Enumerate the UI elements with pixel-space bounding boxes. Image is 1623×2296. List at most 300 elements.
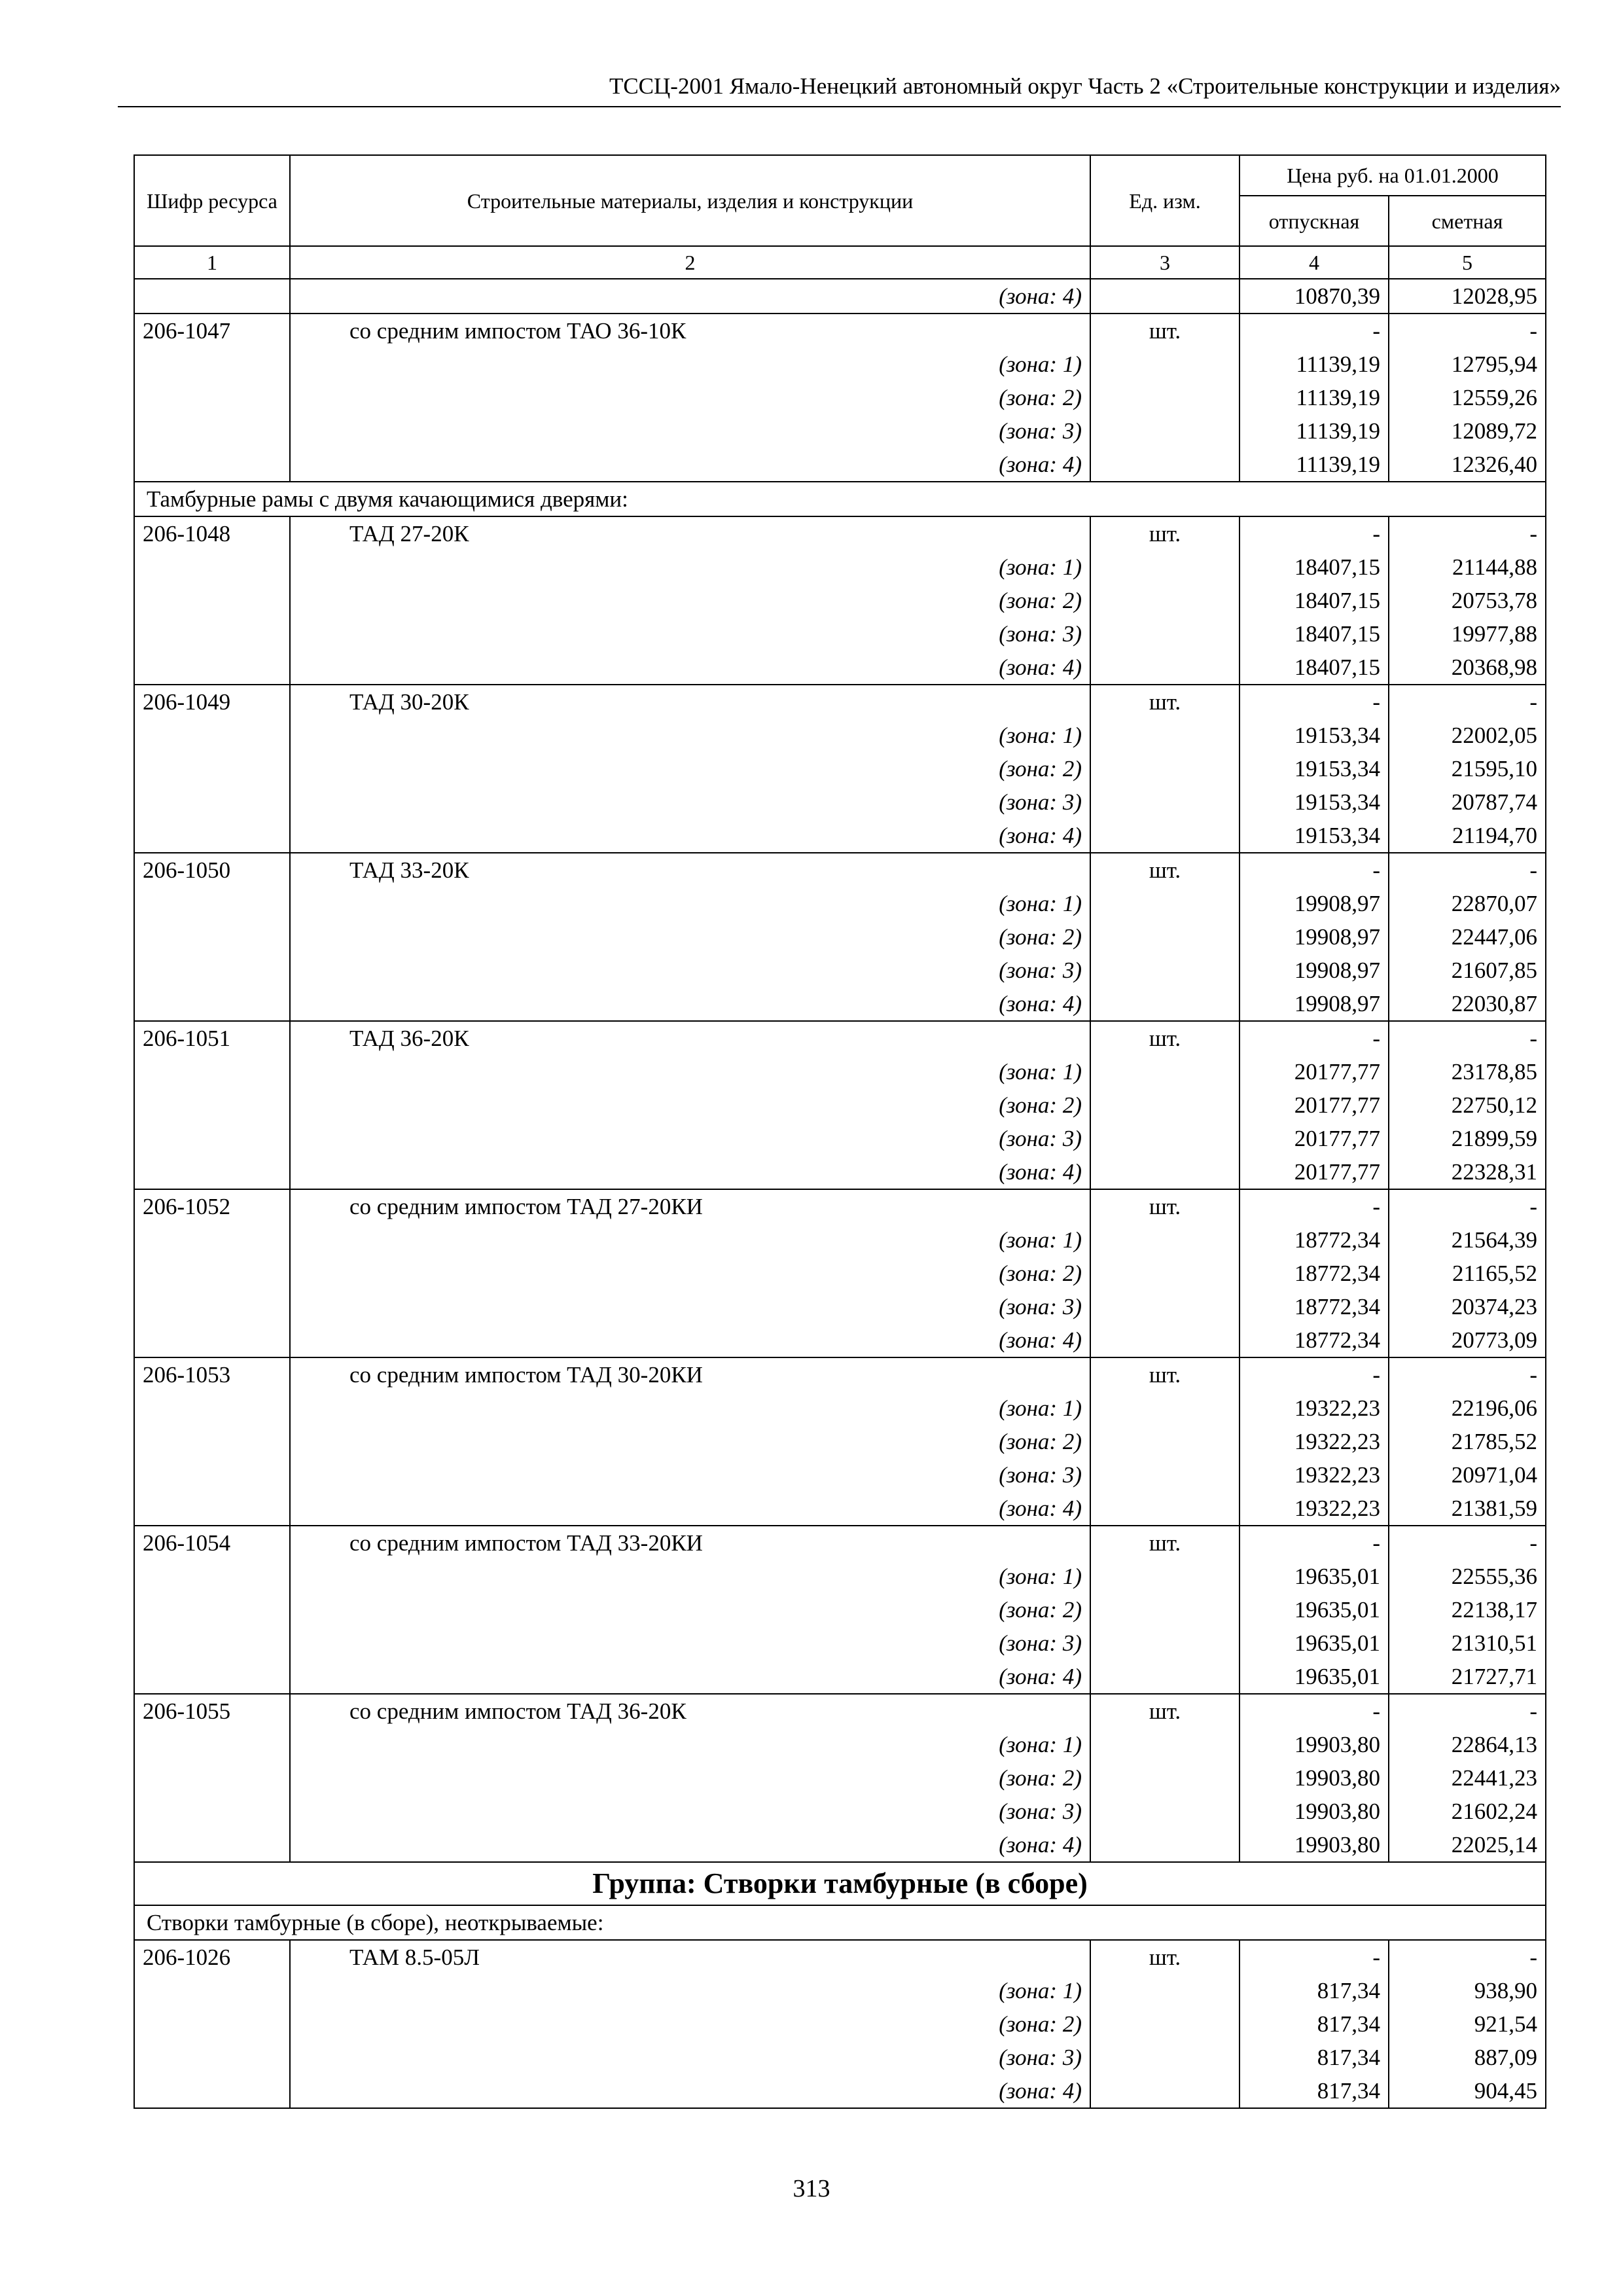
table-row: [134, 1694, 1546, 1728]
estimate-price: -: [1389, 1357, 1546, 1391]
table-row: [134, 1189, 1546, 1223]
release-price: 19322,23: [1240, 1391, 1389, 1425]
release-price: 18407,15: [1240, 617, 1389, 651]
resource-code: 206-1047: [134, 314, 290, 348]
release-price: 19635,01: [1240, 1560, 1389, 1593]
estimate-price: -: [1389, 1189, 1546, 1223]
zone-row: [134, 584, 1546, 617]
estimate-price: 22196,06: [1389, 1391, 1546, 1425]
release-price: 817,34: [1240, 1974, 1389, 2007]
empty-unit-cell: [1090, 1223, 1240, 1257]
zone-row: [134, 381, 1546, 414]
empty-unit-cell: [1090, 1974, 1240, 2007]
empty-code-cell: [134, 1593, 290, 1626]
estimate-price: 12326,40: [1389, 448, 1546, 482]
estimate-price: -: [1389, 1021, 1546, 1055]
empty-code-cell: [134, 785, 290, 819]
empty-unit-cell: [1090, 617, 1240, 651]
empty-unit-cell: [1090, 785, 1240, 819]
unit-cell: шт.: [1090, 1526, 1240, 1560]
release-price: 19635,01: [1240, 1626, 1389, 1660]
zone-label: (зона: 4): [290, 987, 1090, 1021]
release-price: -: [1240, 1940, 1389, 1974]
zone-row: [134, 719, 1546, 752]
empty-code-cell: [134, 584, 290, 617]
estimate-price: 20773,09: [1389, 1323, 1546, 1357]
zone-label: (зона: 1): [290, 348, 1090, 381]
zone-row: [134, 1560, 1546, 1593]
empty-code-cell: [134, 2041, 290, 2074]
empty-unit-cell: [1090, 2074, 1240, 2108]
resource-code: 206-1055: [134, 1694, 290, 1728]
zone-row: [134, 2041, 1546, 2074]
estimate-price: 21310,51: [1389, 1626, 1546, 1660]
zone-row: [134, 1761, 1546, 1795]
zone-label: (зона: 3): [290, 1458, 1090, 1492]
zone-row: [134, 785, 1546, 819]
zone-label: (зона: 1): [290, 1974, 1090, 2007]
empty-code-cell: [134, 1155, 290, 1189]
zone-row: [134, 1728, 1546, 1761]
empty-unit-cell: [1090, 1290, 1240, 1323]
zone-row: [134, 987, 1546, 1021]
estimate-price: 21899,59: [1389, 1122, 1546, 1155]
zone-row: [134, 1323, 1546, 1357]
release-price: 11139,19: [1240, 448, 1389, 482]
release-price: 817,34: [1240, 2007, 1389, 2041]
release-price: 19153,34: [1240, 752, 1389, 785]
header-code: Шифр ресурса: [134, 155, 290, 246]
resource-name: ТАД 36-20К: [290, 1021, 1090, 1055]
zone-row: [134, 1660, 1546, 1694]
empty-code-cell: [134, 1728, 290, 1761]
empty-unit-cell: [1090, 2041, 1240, 2074]
zone-row: [134, 1458, 1546, 1492]
release-price: -: [1240, 1526, 1389, 1560]
release-price: 18772,34: [1240, 1323, 1389, 1357]
empty-unit-cell: [1090, 1728, 1240, 1761]
zone-row: [134, 1492, 1546, 1526]
zone-label: (зона: 3): [290, 954, 1090, 987]
estimate-price: 22025,14: [1389, 1828, 1546, 1862]
unit-cell: шт.: [1090, 853, 1240, 887]
zone-row: [134, 414, 1546, 448]
header-unit: Ед. изм.: [1090, 155, 1240, 246]
empty-unit-cell: [1090, 584, 1240, 617]
empty-code-cell: [134, 987, 290, 1021]
estimate-price: 21607,85: [1389, 954, 1546, 987]
empty-code-cell: [134, 1974, 290, 2007]
release-price: 19908,97: [1240, 987, 1389, 1021]
zone-label: (зона: 4): [290, 1492, 1090, 1526]
empty-code-cell: [134, 1560, 290, 1593]
estimate-price: 21602,24: [1389, 1795, 1546, 1828]
empty-unit-cell: [1090, 1122, 1240, 1155]
table-row: [134, 1021, 1546, 1055]
estimate-price: 21144,88: [1389, 550, 1546, 584]
release-price: -: [1240, 1694, 1389, 1728]
release-price: 11139,19: [1240, 381, 1389, 414]
zone-row: [134, 1828, 1546, 1862]
zone-label: (зона: 2): [290, 1761, 1090, 1795]
empty-unit-cell: [1090, 279, 1240, 314]
header-estimate: сметная: [1389, 196, 1546, 246]
running-header: ТССЦ-2001 Ямало-Ненецкий автономный округ Часть 2 «Строительные конструкции и изделия»: [609, 73, 1561, 99]
estimate-price: 19977,88: [1389, 617, 1546, 651]
empty-code-cell: [134, 1492, 290, 1526]
zone-label: (зона: 4): [290, 819, 1090, 853]
empty-code-cell: [134, 819, 290, 853]
release-price: 20177,77: [1240, 1155, 1389, 1189]
empty-unit-cell: [1090, 414, 1240, 448]
zone-row: [134, 887, 1546, 920]
release-price: -: [1240, 1021, 1389, 1055]
zone-label: (зона: 4): [290, 1660, 1090, 1694]
empty-unit-cell: [1090, 1088, 1240, 1122]
empty-unit-cell: [1090, 920, 1240, 954]
empty-code-cell: [134, 651, 290, 685]
estimate-price: 22555,36: [1389, 1560, 1546, 1593]
zone-label: (зона: 1): [290, 1223, 1090, 1257]
zone-row: [134, 1257, 1546, 1290]
estimate-price: 22328,31: [1389, 1155, 1546, 1189]
resource-name: со средним импостом ТАД 36-20К: [290, 1694, 1090, 1728]
empty-unit-cell: [1090, 348, 1240, 381]
release-price: 11139,19: [1240, 348, 1389, 381]
zone-row: [134, 1626, 1546, 1660]
table-row: [134, 516, 1546, 550]
estimate-price: 22870,07: [1389, 887, 1546, 920]
zone-row: [134, 819, 1546, 853]
release-price: 18407,15: [1240, 550, 1389, 584]
estimate-price: -: [1389, 685, 1546, 719]
zone-label: (зона: 3): [290, 1290, 1090, 1323]
zone-label: (зона: 3): [290, 785, 1090, 819]
empty-code-cell: [134, 2007, 290, 2041]
zone-row: [134, 550, 1546, 584]
empty-code-cell: [134, 719, 290, 752]
zone-row: [134, 448, 1546, 482]
zone-row: [134, 920, 1546, 954]
release-price: 18772,34: [1240, 1257, 1389, 1290]
release-price: 19908,97: [1240, 887, 1389, 920]
zone-label: (зона: 2): [290, 752, 1090, 785]
release-price: 19903,80: [1240, 1761, 1389, 1795]
estimate-price: 12795,94: [1389, 348, 1546, 381]
empty-unit-cell: [1090, 651, 1240, 685]
empty-unit-cell: [1090, 1055, 1240, 1088]
zone-row: [134, 1055, 1546, 1088]
empty-unit-cell: [1090, 1593, 1240, 1626]
resource-name: ТАМ 8.5-05Л: [290, 1940, 1090, 1974]
zone-label: (зона: 2): [290, 381, 1090, 414]
col-number-2: 2: [290, 246, 1090, 279]
empty-code-cell: [134, 1391, 290, 1425]
resource-code: 206-1054: [134, 1526, 290, 1560]
estimate-price: 12559,26: [1389, 381, 1546, 414]
zone-row: [134, 1974, 1546, 2007]
empty-code-cell: [134, 1290, 290, 1323]
section-heading: Тамбурные рамы с двумя качающимися дверями:: [134, 482, 1546, 516]
release-price: 10870,39: [1240, 279, 1389, 314]
resource-code: 206-1026: [134, 1940, 290, 1974]
estimate-price: 21194,70: [1389, 819, 1546, 853]
release-price: 19322,23: [1240, 1425, 1389, 1458]
empty-unit-cell: [1090, 954, 1240, 987]
estimate-price: 887,09: [1389, 2041, 1546, 2074]
section-heading: Створки тамбурные (в сборе), неоткрываемые:: [134, 1905, 1546, 1940]
zone-row: [134, 1425, 1546, 1458]
empty-unit-cell: [1090, 1492, 1240, 1526]
zone-row: [134, 279, 1546, 314]
estimate-price: 22864,13: [1389, 1728, 1546, 1761]
release-price: 19322,23: [1240, 1492, 1389, 1526]
release-price: 18772,34: [1240, 1290, 1389, 1323]
empty-unit-cell: [1090, 987, 1240, 1021]
resource-name: со средним импостом ТАД 33-20КИ: [290, 1526, 1090, 1560]
zone-label: (зона: 2): [290, 584, 1090, 617]
release-price: -: [1240, 853, 1389, 887]
empty-code-cell: [134, 920, 290, 954]
col-number-5: 5: [1389, 246, 1546, 279]
empty-unit-cell: [1090, 1828, 1240, 1862]
resource-name: ТАД 30-20К: [290, 685, 1090, 719]
estimate-price: 20753,78: [1389, 584, 1546, 617]
estimate-price: 21165,52: [1389, 1257, 1546, 1290]
estimate-price: 22030,87: [1389, 987, 1546, 1021]
page-number: 313: [793, 2175, 830, 2202]
zone-row: [134, 1290, 1546, 1323]
zone-label: (зона: 1): [290, 1055, 1090, 1088]
empty-unit-cell: [1090, 1660, 1240, 1694]
empty-unit-cell: [1090, 752, 1240, 785]
zone-row: [134, 1795, 1546, 1828]
estimate-price: 23178,85: [1389, 1055, 1546, 1088]
empty-code-cell: [134, 550, 290, 584]
zone-row: [134, 1155, 1546, 1189]
zone-label: (зона: 2): [290, 1425, 1090, 1458]
empty-code-cell: [134, 1223, 290, 1257]
zone-label: (зона: 4): [290, 651, 1090, 685]
zone-label: (зона: 1): [290, 887, 1090, 920]
section-row: [134, 1905, 1546, 1940]
empty-code-cell: [134, 1626, 290, 1660]
release-price: 20177,77: [1240, 1055, 1389, 1088]
release-price: 817,34: [1240, 2074, 1389, 2108]
empty-code-cell: [134, 1257, 290, 1290]
unit-cell: шт.: [1090, 516, 1240, 550]
release-price: -: [1240, 1189, 1389, 1223]
resource-name: со средним импостом ТАД 30-20КИ: [290, 1357, 1090, 1391]
zone-label: (зона: 1): [290, 719, 1090, 752]
empty-code-cell: [134, 1660, 290, 1694]
zone-row: [134, 2007, 1546, 2041]
empty-code-cell: [134, 887, 290, 920]
estimate-price: 21564,39: [1389, 1223, 1546, 1257]
col-number-1: 1: [134, 246, 290, 279]
zone-row: [134, 954, 1546, 987]
estimate-price: 21381,59: [1389, 1492, 1546, 1526]
table-row: [134, 1526, 1546, 1560]
zone-label: (зона: 2): [290, 1257, 1090, 1290]
empty-unit-cell: [1090, 1323, 1240, 1357]
empty-code-cell: [134, 752, 290, 785]
zone-row: [134, 1088, 1546, 1122]
empty-unit-cell: [1090, 1458, 1240, 1492]
estimate-price: -: [1389, 314, 1546, 348]
empty-unit-cell: [1090, 719, 1240, 752]
unit-cell: шт.: [1090, 1940, 1240, 1974]
estimate-price: 21785,52: [1389, 1425, 1546, 1458]
empty-code-cell: [134, 1795, 290, 1828]
estimate-price: 904,45: [1389, 2074, 1546, 2108]
release-price: -: [1240, 516, 1389, 550]
empty-unit-cell: [1090, 887, 1240, 920]
estimate-price: 21727,71: [1389, 1660, 1546, 1694]
resource-code: 206-1049: [134, 685, 290, 719]
header-release: отпускная: [1240, 196, 1389, 246]
table-body: [134, 279, 1546, 2108]
zone-label: (зона: 2): [290, 920, 1090, 954]
zone-label: (зона: 4): [290, 448, 1090, 482]
empty-code-cell: [134, 1828, 290, 1862]
release-price: 817,34: [1240, 2041, 1389, 2074]
resource-code: 206-1048: [134, 516, 290, 550]
release-price: -: [1240, 314, 1389, 348]
release-price: 19153,34: [1240, 819, 1389, 853]
empty-code-cell: [134, 2074, 290, 2108]
table-row: [134, 314, 1546, 348]
zone-label: (зона: 3): [290, 414, 1090, 448]
release-price: 20177,77: [1240, 1088, 1389, 1122]
release-price: 18772,34: [1240, 1223, 1389, 1257]
resource-name: со средним импостом ТАД 27-20КИ: [290, 1189, 1090, 1223]
zone-label: (зона: 3): [290, 1626, 1090, 1660]
zone-row: [134, 617, 1546, 651]
group-heading: Группа: Створки тамбурные (в сборе): [134, 1862, 1546, 1905]
empty-unit-cell: [1090, 1257, 1240, 1290]
release-price: 19903,80: [1240, 1828, 1389, 1862]
empty-code-cell: [134, 617, 290, 651]
zone-label: (зона: 2): [290, 1088, 1090, 1122]
zone-label: (зона: 2): [290, 2007, 1090, 2041]
release-price: 19903,80: [1240, 1728, 1389, 1761]
release-price: 18407,15: [1240, 584, 1389, 617]
estimate-price: -: [1389, 516, 1546, 550]
empty-unit-cell: [1090, 1761, 1240, 1795]
estimate-price: 938,90: [1389, 1974, 1546, 2007]
estimate-price: -: [1389, 1940, 1546, 1974]
table-row: [134, 853, 1546, 887]
release-price: -: [1240, 1357, 1389, 1391]
estimate-price: -: [1389, 1694, 1546, 1728]
unit-cell: шт.: [1090, 685, 1240, 719]
empty-code-cell: [134, 1088, 290, 1122]
empty-unit-cell: [1090, 448, 1240, 482]
empty-unit-cell: [1090, 1626, 1240, 1660]
empty-code-cell: [134, 1425, 290, 1458]
zone-row: [134, 1122, 1546, 1155]
zone-label: (зона: 1): [290, 1391, 1090, 1425]
table-row: [134, 1357, 1546, 1391]
zone-row: [134, 348, 1546, 381]
zone-row: [134, 2074, 1546, 2108]
zone-label: (зона: 4): [290, 1155, 1090, 1189]
unit-cell: шт.: [1090, 314, 1240, 348]
zone-row: [134, 1391, 1546, 1425]
unit-cell: шт.: [1090, 1357, 1240, 1391]
zone-label: (зона: 1): [290, 550, 1090, 584]
zone-label: (зона: 4): [290, 1828, 1090, 1862]
header-rule: [118, 106, 1561, 107]
empty-code-cell: [134, 1323, 290, 1357]
estimate-price: 22750,12: [1389, 1088, 1546, 1122]
empty-unit-cell: [1090, 2007, 1240, 2041]
group-row: [134, 1862, 1546, 1905]
zone-row: [134, 1223, 1546, 1257]
empty-code-cell: [134, 279, 290, 314]
resource-code: 206-1053: [134, 1357, 290, 1391]
header-name: Строительные материалы, изделия и конструкции: [290, 155, 1090, 246]
empty-unit-cell: [1090, 1795, 1240, 1828]
col-number-4: 4: [1240, 246, 1389, 279]
estimate-price: 22002,05: [1389, 719, 1546, 752]
empty-unit-cell: [1090, 1391, 1240, 1425]
unit-cell: шт.: [1090, 1021, 1240, 1055]
unit-cell: шт.: [1090, 1189, 1240, 1223]
empty-unit-cell: [1090, 381, 1240, 414]
release-price: -: [1240, 685, 1389, 719]
resource-name: со средним импостом ТАО 36-10К: [290, 314, 1090, 348]
release-price: 19153,34: [1240, 785, 1389, 819]
col-number-3: 3: [1090, 246, 1240, 279]
release-price: 20177,77: [1240, 1122, 1389, 1155]
empty-unit-cell: [1090, 1155, 1240, 1189]
estimate-price: -: [1389, 853, 1546, 887]
resource-name: ТАД 33-20К: [290, 853, 1090, 887]
zone-label: (зона: 2): [290, 1593, 1090, 1626]
empty-code-cell: [134, 414, 290, 448]
resource-code: 206-1050: [134, 853, 290, 887]
zone-label: (зона: 1): [290, 1560, 1090, 1593]
estimate-price: 12028,95: [1389, 279, 1546, 314]
price-table: [134, 154, 1546, 2109]
resource-code: 206-1052: [134, 1189, 290, 1223]
release-price: 19635,01: [1240, 1660, 1389, 1694]
release-price: 18407,15: [1240, 651, 1389, 685]
zone-row: [134, 752, 1546, 785]
zone-label: (зона: 4): [290, 2074, 1090, 2108]
release-price: 19322,23: [1240, 1458, 1389, 1492]
empty-code-cell: [134, 1122, 290, 1155]
estimate-price: 20787,74: [1389, 785, 1546, 819]
estimate-price: 12089,72: [1389, 414, 1546, 448]
zone-label: (зона: 4): [290, 1323, 1090, 1357]
release-price: 19908,97: [1240, 954, 1389, 987]
zone-label: (зона: 4): [290, 279, 1090, 314]
resource-name: ТАД 27-20К: [290, 516, 1090, 550]
empty-code-cell: [134, 954, 290, 987]
zone-row: [134, 651, 1546, 685]
estimate-price: 22447,06: [1389, 920, 1546, 954]
zone-row: [134, 1593, 1546, 1626]
section-row: [134, 482, 1546, 516]
unit-cell: шт.: [1090, 1694, 1240, 1728]
resource-code: 206-1051: [134, 1021, 290, 1055]
estimate-price: 21595,10: [1389, 752, 1546, 785]
estimate-price: 921,54: [1389, 2007, 1546, 2041]
estimate-price: -: [1389, 1526, 1546, 1560]
